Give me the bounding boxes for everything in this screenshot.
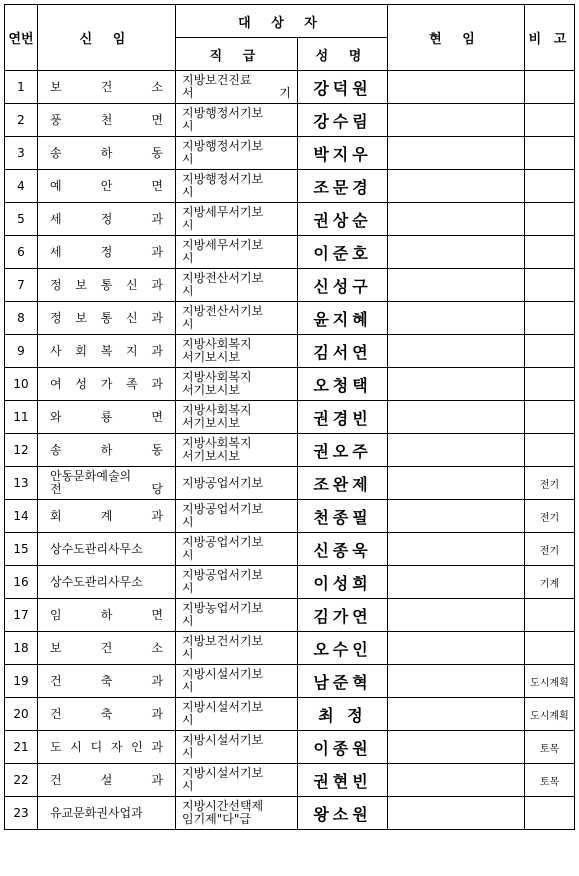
post-label: 사 회 복 지 과	[50, 343, 163, 358]
grade-line2: 시	[182, 614, 194, 628]
note-cell	[525, 632, 575, 665]
grade-line2: 서기보시보	[182, 350, 240, 364]
current-post-cell	[388, 764, 525, 797]
name-cell: 이성희	[298, 566, 388, 599]
new-post-cell	[38, 71, 176, 104]
header-target: 대 상 자	[176, 5, 388, 38]
current-post-cell	[388, 698, 525, 731]
table-row	[5, 665, 575, 698]
grade-line1: 지방사회복지	[182, 370, 252, 384]
new-post-cell	[38, 302, 176, 335]
row-number: 19	[5, 665, 38, 698]
current-post-cell	[388, 368, 525, 401]
post-label: 송 하 동	[50, 145, 163, 160]
current-post-cell	[388, 137, 525, 170]
note-cell: 토목	[525, 731, 575, 764]
grade-line1: 지방보건진료	[182, 73, 252, 87]
new-post-cell	[38, 104, 176, 137]
grade-cell	[176, 236, 298, 269]
note-cell	[525, 269, 575, 302]
table-row	[5, 797, 575, 830]
grade-line2: 시	[182, 251, 194, 265]
grade-line2: 시	[182, 647, 194, 661]
new-post-cell	[38, 467, 176, 500]
row-number: 3	[5, 137, 38, 170]
note-cell	[525, 104, 575, 137]
name-cell: 권경빈	[298, 401, 388, 434]
grade-line1: 지방사회복지	[182, 337, 252, 351]
new-post-cell	[38, 137, 176, 170]
grade-line2: 시	[182, 548, 194, 562]
current-post-cell	[388, 566, 525, 599]
post-label: 와 룡 면	[50, 409, 163, 424]
header-note: 비 고	[525, 5, 575, 71]
grade-line1: 지방사회복지	[182, 403, 252, 417]
row-number: 14	[5, 500, 38, 533]
new-post-cell	[38, 599, 176, 632]
name-cell: 강덕원	[298, 71, 388, 104]
current-post-cell	[388, 467, 525, 500]
new-post-cell	[38, 236, 176, 269]
table-row	[5, 302, 575, 335]
grade-line2: 시	[182, 779, 194, 793]
grade-line1: 지방시설서기보	[182, 700, 264, 714]
grade-line1: 지방농업서기보	[182, 601, 264, 615]
grade-line1: 지방보건서기보	[182, 634, 264, 648]
new-post-cell	[38, 401, 176, 434]
grade-cell	[176, 434, 298, 467]
grade-cell	[176, 269, 298, 302]
grade-line1: 지방시설서기보	[182, 667, 264, 681]
grade-line2: 서기보시보	[182, 416, 240, 430]
grade-cell	[176, 500, 298, 533]
post-label: 건 설 과	[50, 772, 163, 787]
grade-line1: 지방전산서기보	[182, 304, 264, 318]
current-post-cell	[388, 269, 525, 302]
table-row	[5, 137, 575, 170]
name-cell: 신성구	[298, 269, 388, 302]
grade-line2: 서 기	[182, 86, 291, 100]
grade-cell	[176, 71, 298, 104]
row-number: 22	[5, 764, 38, 797]
grade-line1: 지방시설서기보	[182, 733, 264, 747]
table-row	[5, 170, 575, 203]
note-cell: 도시계획	[525, 698, 575, 731]
header-new-post: 신 임	[38, 5, 176, 71]
current-post-cell	[388, 401, 525, 434]
post-label: 상수도관리사무소	[50, 574, 143, 589]
post-label: 회 계 과	[50, 508, 163, 523]
grade-line1: 지방시간선택제	[182, 799, 264, 813]
row-number: 18	[5, 632, 38, 665]
note-cell	[525, 797, 575, 830]
table-row	[5, 269, 575, 302]
current-post-cell	[388, 797, 525, 830]
table-row	[5, 236, 575, 269]
grade-line1: 지방공업서기보	[182, 502, 264, 516]
current-post-cell	[388, 236, 525, 269]
row-number: 8	[5, 302, 38, 335]
name-cell: 권현빈	[298, 764, 388, 797]
grade-line2: 시	[182, 317, 194, 331]
note-cell: 기계	[525, 566, 575, 599]
row-number: 23	[5, 797, 38, 830]
post-label: 보 건 소	[50, 640, 163, 655]
current-post-cell	[388, 533, 525, 566]
grade-cell	[176, 698, 298, 731]
new-post-cell	[38, 269, 176, 302]
row-number: 16	[5, 566, 38, 599]
personnel-table	[4, 4, 575, 830]
post-label-line2: 전 당	[50, 482, 163, 496]
grade-line2: 시	[182, 218, 194, 232]
name-cell: 조완제	[298, 467, 388, 500]
name-cell: 김가연	[298, 599, 388, 632]
new-post-cell	[38, 797, 176, 830]
post-label: 정 보 통 신 과	[50, 310, 163, 325]
name-cell: 오청택	[298, 368, 388, 401]
grade-line2: 시	[182, 581, 194, 595]
new-post-cell	[38, 500, 176, 533]
table-row	[5, 71, 575, 104]
header-current: 현 임	[388, 5, 525, 71]
row-number: 21	[5, 731, 38, 764]
note-cell: 전기	[525, 467, 575, 500]
new-post-cell	[38, 698, 176, 731]
post-label: 임 하 면	[50, 607, 163, 622]
grade-line1: 지방행정서기보	[182, 106, 264, 120]
row-number: 13	[5, 467, 38, 500]
post-label: 세 정 과	[50, 244, 163, 259]
table-row	[5, 500, 575, 533]
post-label: 상수도관리사무소	[50, 541, 143, 556]
table-row	[5, 368, 575, 401]
current-post-cell	[388, 665, 525, 698]
current-post-cell	[388, 500, 525, 533]
current-post-cell	[388, 71, 525, 104]
note-cell	[525, 401, 575, 434]
name-cell: 권상순	[298, 203, 388, 236]
grade-cell	[176, 797, 298, 830]
name-cell: 김서연	[298, 335, 388, 368]
table-row	[5, 203, 575, 236]
row-number: 2	[5, 104, 38, 137]
table-row	[5, 467, 575, 500]
table-row	[5, 731, 575, 764]
row-number: 6	[5, 236, 38, 269]
row-number: 11	[5, 401, 38, 434]
new-post-cell	[38, 434, 176, 467]
current-post-cell	[388, 104, 525, 137]
note-cell	[525, 170, 575, 203]
name-cell: 박지우	[298, 137, 388, 170]
note-cell	[525, 137, 575, 170]
row-number: 5	[5, 203, 38, 236]
grade-line2: 시	[182, 284, 194, 298]
new-post-cell	[38, 533, 176, 566]
post-label: 송 하 동	[50, 442, 163, 457]
grade-line2: 시	[182, 746, 194, 760]
grade-line2: 시	[182, 515, 194, 529]
name-cell: 이준호	[298, 236, 388, 269]
post-label-line1: 안동문화예술의	[50, 469, 132, 483]
current-post-cell	[388, 731, 525, 764]
name-cell: 천종필	[298, 500, 388, 533]
note-cell: 도시계획	[525, 665, 575, 698]
grade-cell	[176, 104, 298, 137]
grade-cell	[176, 170, 298, 203]
name-cell: 신종욱	[298, 533, 388, 566]
row-number: 20	[5, 698, 38, 731]
header-name: 성 명	[298, 38, 388, 71]
table-row	[5, 764, 575, 797]
note-cell: 전기	[525, 533, 575, 566]
grade-line2: 시	[182, 680, 194, 694]
note-cell	[525, 236, 575, 269]
grade-cell	[176, 533, 298, 566]
table-row	[5, 401, 575, 434]
grade-line1: 지방공업서기보	[182, 535, 264, 549]
grade-cell	[176, 203, 298, 236]
row-number: 12	[5, 434, 38, 467]
table-row	[5, 632, 575, 665]
grade-line2: 서기보시보	[182, 449, 240, 463]
name-cell: 윤지혜	[298, 302, 388, 335]
grade-cell	[176, 401, 298, 434]
grade-cell	[176, 302, 298, 335]
grade-line2: 시	[182, 185, 194, 199]
grade-line2: 시	[182, 119, 194, 133]
row-number: 9	[5, 335, 38, 368]
current-post-cell	[388, 203, 525, 236]
name-cell: 남준혁	[298, 665, 388, 698]
current-post-cell	[388, 302, 525, 335]
grade-line2: 시	[182, 713, 194, 727]
current-post-cell	[388, 170, 525, 203]
name-cell: 이종원	[298, 731, 388, 764]
grade-line1: 지방세무서기보	[182, 205, 264, 219]
grade-cell	[176, 731, 298, 764]
post-label: 건 축 과	[50, 706, 163, 721]
grade-cell	[176, 599, 298, 632]
new-post-cell	[38, 764, 176, 797]
grade-cell	[176, 665, 298, 698]
post-label: 도 시 디 자 인 과	[50, 739, 163, 754]
grade-cell	[176, 566, 298, 599]
note-cell	[525, 434, 575, 467]
new-post-cell	[38, 665, 176, 698]
grade-line1: 지방세무서기보	[182, 238, 264, 252]
name-cell: 왕소원	[298, 797, 388, 830]
grade-cell	[176, 467, 298, 500]
header-no: 연번	[5, 5, 38, 71]
grade-line2: 임기제"다"급	[182, 812, 251, 826]
grade-line1: 지방공업서기보	[182, 475, 264, 490]
name-cell: 조문경	[298, 170, 388, 203]
post-label: 보 건 소	[50, 79, 163, 94]
row-number: 7	[5, 269, 38, 302]
name-cell: 강수림	[298, 104, 388, 137]
current-post-cell	[388, 632, 525, 665]
note-cell	[525, 203, 575, 236]
current-post-cell	[388, 434, 525, 467]
grade-line2: 시	[182, 152, 194, 166]
note-cell: 토목	[525, 764, 575, 797]
new-post-cell	[38, 632, 176, 665]
table-row	[5, 533, 575, 566]
name-cell: 권오주	[298, 434, 388, 467]
post-label: 예 안 면	[50, 178, 163, 193]
note-cell	[525, 335, 575, 368]
row-number: 17	[5, 599, 38, 632]
current-post-cell	[388, 335, 525, 368]
table-row	[5, 698, 575, 731]
note-cell	[525, 599, 575, 632]
grade-cell	[176, 137, 298, 170]
grade-line1: 지방공업서기보	[182, 568, 264, 582]
current-post-cell	[388, 599, 525, 632]
grade-cell	[176, 632, 298, 665]
table-row	[5, 335, 575, 368]
post-label: 정 보 통 신 과	[50, 277, 163, 292]
row-number: 15	[5, 533, 38, 566]
post-label: 여 성 가 족 과	[50, 376, 163, 391]
grade-line1: 지방전산서기보	[182, 271, 264, 285]
note-cell	[525, 368, 575, 401]
row-number: 1	[5, 71, 38, 104]
grade-cell	[176, 335, 298, 368]
new-post-cell	[38, 170, 176, 203]
table-body	[5, 71, 575, 830]
name-cell: 오수인	[298, 632, 388, 665]
grade-line2: 서기보시보	[182, 383, 240, 397]
table-row	[5, 599, 575, 632]
new-post-cell	[38, 203, 176, 236]
grade-cell	[176, 764, 298, 797]
row-number: 4	[5, 170, 38, 203]
note-cell	[525, 71, 575, 104]
new-post-cell	[38, 566, 176, 599]
name-cell: 최 정	[298, 698, 388, 731]
new-post-cell	[38, 368, 176, 401]
table-row	[5, 434, 575, 467]
row-number: 10	[5, 368, 38, 401]
grade-line1: 지방시설서기보	[182, 766, 264, 780]
table-row	[5, 104, 575, 137]
post-label: 세 정 과	[50, 211, 163, 226]
grade-line1: 지방행정서기보	[182, 139, 264, 153]
post-label: 건 축 과	[50, 673, 163, 688]
grade-line1: 지방사회복지	[182, 436, 252, 450]
note-cell	[525, 302, 575, 335]
table-row	[5, 566, 575, 599]
post-label: 풍 천 면	[50, 112, 163, 127]
header-grade: 직 급	[176, 38, 298, 71]
new-post-cell	[38, 731, 176, 764]
new-post-cell	[38, 335, 176, 368]
grade-cell	[176, 368, 298, 401]
post-label: 유교문화권사업과	[50, 805, 143, 820]
grade-line1: 지방행정서기보	[182, 172, 264, 186]
note-cell: 전기	[525, 500, 575, 533]
